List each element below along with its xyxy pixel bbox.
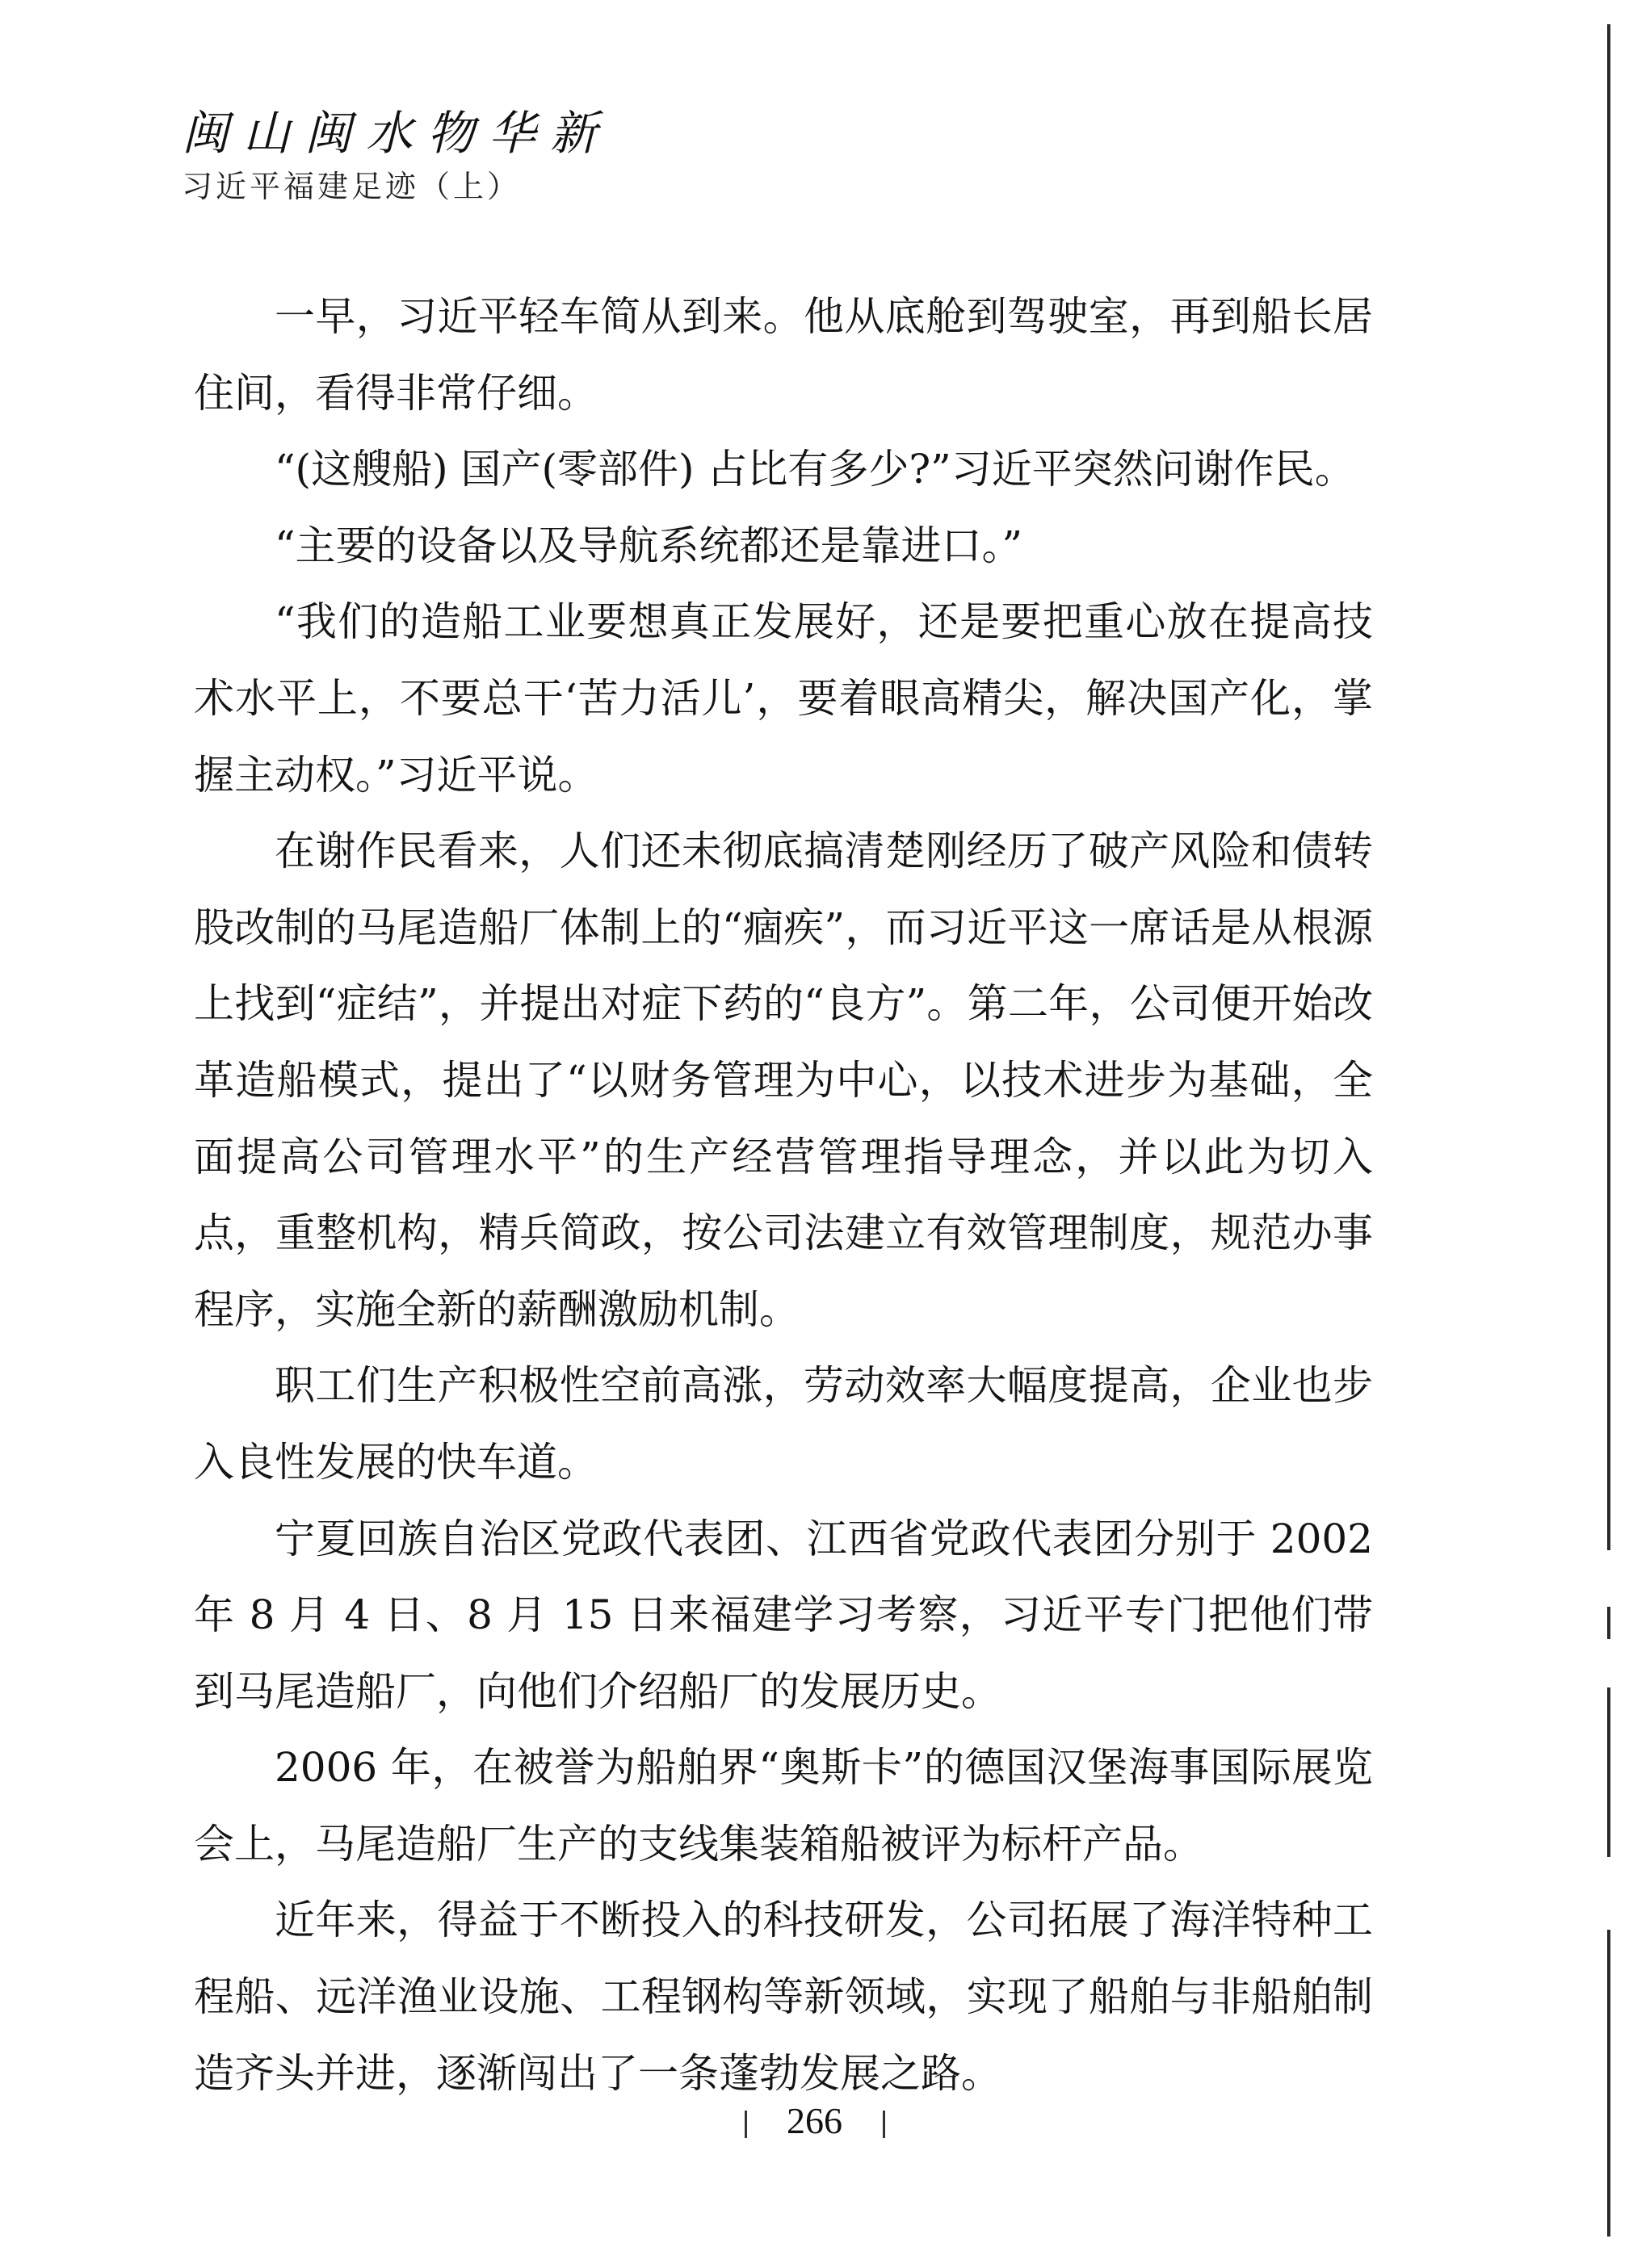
page-number-bar-left [745, 2111, 747, 2138]
paragraph: 近年来，得益于不断投入的科技研发，公司拓展了海洋特种工程船、远洋渔业设施、工程钢构等新领域，实现了船舶与非船舶制造齐头并进，逐渐闯出了一条蓬勃发展之路。 [194, 1897, 1373, 2097]
paragraph: “主要的设备以及导航系统都还是靠进口。” [275, 522, 1023, 569]
book-subtitle: 习近平福建足迹（上） [182, 169, 522, 204]
running-header [182, 101, 611, 208]
paragraph: 2006 年，在被誉为船舶界“奥斯卡”的德国汉堡海事国际展览会上，马尾造船厂生产的支线集装箱船被评为标杆产品。 [194, 1744, 1373, 1868]
paragraph: 一早，习近平轻车简从到来。他从底舱到驾驶室，再到船长居住间，看得非常仔细。 [194, 293, 1373, 417]
paragraph: 在谢作民看来，人们还未彻底搞清楚刚经历了破产风险和债转股改制的马尾造船厂体制上的“痼疾”，而习近平这一席话是从根源上找到“症结”，并提出对症下药的“良方”。第二年，公司便开始改革造船模式，提出了“以财务管理为中心，以技术进步为基础，全面提高公司管理水平”的生产经营管理指导理念，并以此为切入点，重整机构，精兵简政，按公司法建立有效管理制度，规范办事程序，实施全新的薪酬激励机制。 [194, 828, 1373, 1333]
page-footer [0, 2099, 1629, 2142]
body-text [194, 279, 1373, 2111]
page-number: 266 [787, 2100, 842, 2141]
paragraph: 宁夏回族自治区党政代表团、江西省党政代表团分别于 2002 年 8 月 4 日、8 月 15 日来福建学习考察，习近平专门把他们带到马尾造船厂，向他们介绍船厂的发展历史。 [194, 1515, 1373, 1715]
rule-gap [1604, 1550, 1614, 1607]
paragraph: “我们的造船工业要想真正发展好，还是要把重心放在提高技术水平上，不要总干‘苦力活儿’，要着眼高精尖，解决国产化，掌握主动权。”习近平说。 [194, 598, 1373, 799]
rule-gap [1604, 1857, 1614, 1930]
rule-gap [1604, 1639, 1614, 1687]
page-number-bar-right [883, 2111, 885, 2138]
paragraph: 职工们生产积极性空前高涨，劳动效率大幅度提高，企业也步入良性发展的快车道。 [194, 1362, 1373, 1486]
book-title: 闽山闽水物华新 [182, 106, 612, 161]
paragraph: “(这艘船) 国产(零部件) 占比有多少?”习近平突然问谢作民。 [275, 446, 1355, 493]
